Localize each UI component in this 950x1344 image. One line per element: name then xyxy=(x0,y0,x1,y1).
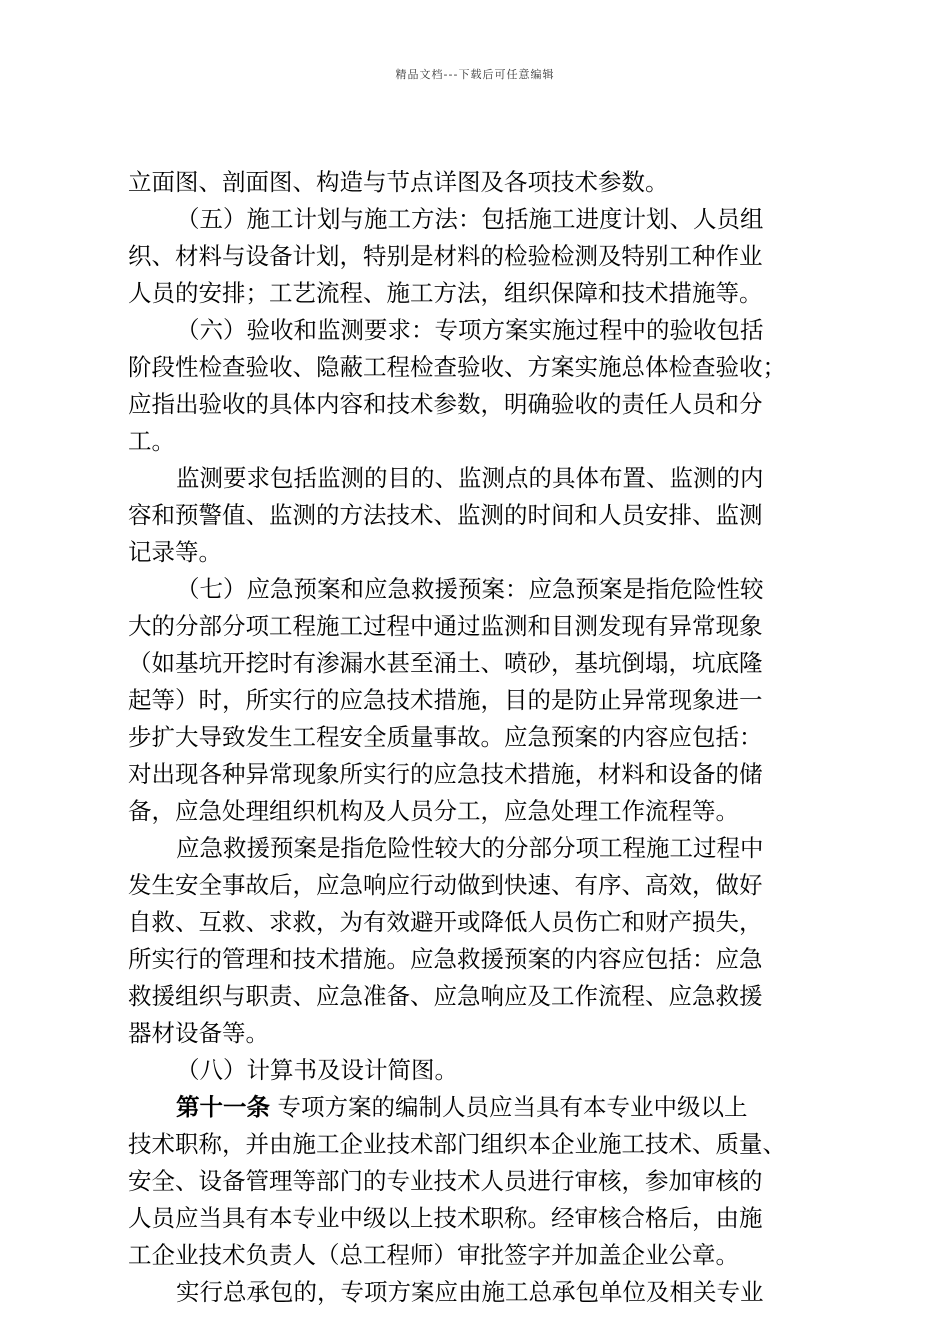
line-text: 织、材料与设备计划，特别是材料的检验检测及特别工种作业 xyxy=(128,242,763,270)
line-text: 监测要求包括监测的目的、监测点的具体布置、监测的内 xyxy=(176,464,764,492)
text-line xyxy=(128,238,828,275)
text-line xyxy=(128,423,828,460)
text-line xyxy=(128,460,828,497)
text-line xyxy=(128,904,828,941)
line-text: 人员应当具有本专业中级以上技术职称。经审核合格后，由施 xyxy=(128,1204,763,1232)
line-text: 发生安全事故后，应急响应行动做到快速、有序、高效，做好 xyxy=(128,871,763,899)
line-text: 阶段性检查验收、隐蔽工程检查验收、方案实施总体检查验收； xyxy=(128,353,786,381)
line-text: 实行总承包的，专项方案应由施工总承包单位及相关专业 xyxy=(176,1278,764,1306)
article-heading: 第十一条 xyxy=(176,1093,270,1121)
line-text: 应急救援预案是指危险性较大的分部分项工程施工过程中 xyxy=(176,834,764,862)
line-text: （七）应急预案和应急救援预案：应急预案是指危险性较 xyxy=(176,575,764,603)
line-text: （如基坑开挖时有渗漏水甚至涌土、喷砂，基坑倒塌，坑底隆 xyxy=(128,649,763,677)
document-body xyxy=(128,164,828,1311)
text-line xyxy=(128,275,828,312)
text-line xyxy=(128,534,828,571)
line-text: （八）计算书及设计简图。 xyxy=(176,1056,458,1084)
line-text: 记录等。 xyxy=(128,538,222,566)
line-text: 所实行的管理和技术措施。应急救援预案的内容应包括：应急 xyxy=(128,945,763,973)
line-text: 安全、设备管理等部门的专业技术人员进行审核，参加审核的 xyxy=(128,1167,763,1195)
line-text: 工企业技术负责人（总工程师）审批签字并加盖企业公章。 xyxy=(128,1241,739,1269)
text-line xyxy=(128,978,828,1015)
line-text: 人员的安排；工艺流程、施工方法，组织保障和技术措施等。 xyxy=(128,279,763,307)
line-text: 立面图、剖面图、构造与节点详图及各项技术参数。 xyxy=(128,168,669,196)
line-text: 专项方案的编制人员应当具有本专业中级以上 xyxy=(270,1093,748,1121)
text-line xyxy=(128,608,828,645)
line-text: 技术职称，并由施工企业技术部门组织本企业施工技术、质量、 xyxy=(128,1130,786,1158)
text-line xyxy=(128,719,828,756)
text-line xyxy=(128,645,828,682)
text-line xyxy=(128,1126,828,1163)
line-text: 自救、互救、求救，为有效避开或降低人员伤亡和财产损失， xyxy=(128,908,763,936)
text-line xyxy=(128,1052,828,1089)
text-line xyxy=(128,497,828,534)
text-line xyxy=(128,386,828,423)
page-header: 精品文档---下载后可任意编辑 xyxy=(395,68,555,81)
line-text: 应指出验收的具体内容和技术参数，明确验收的责任人员和分 xyxy=(128,390,763,418)
line-text: （五）施工计划与施工方法：包括施工进度计划、人员组 xyxy=(176,205,764,233)
text-line xyxy=(128,201,828,238)
line-text: （六）验收和监测要求：专项方案实施过程中的验收包括 xyxy=(176,316,764,344)
line-text: 对出现各种异常现象所实行的应急技术措施，材料和设备的储 xyxy=(128,760,763,788)
text-line xyxy=(128,682,828,719)
text-line xyxy=(128,1237,828,1274)
text-line xyxy=(128,793,828,830)
text-line xyxy=(128,164,828,201)
text-line xyxy=(128,756,828,793)
line-text: 容和预警值、监测的方法技术、监测的时间和人员安排、监测 xyxy=(128,501,763,529)
text-line xyxy=(128,1200,828,1237)
line-text: 工。 xyxy=(128,427,175,455)
text-line xyxy=(128,867,828,904)
text-line xyxy=(128,312,828,349)
text-line xyxy=(128,941,828,978)
text-line xyxy=(128,1163,828,1200)
text-line xyxy=(128,349,828,386)
text-line xyxy=(128,1015,828,1052)
text-line xyxy=(128,1089,828,1126)
line-text: 备，应急处理组织机构及人员分工，应急处理工作流程等。 xyxy=(128,797,739,825)
line-text: 器材设备等。 xyxy=(128,1019,269,1047)
line-text: 步扩大导致发生工程安全质量事故。应急预案的内容应包括： xyxy=(128,723,763,751)
line-text: 起等）时，所实行的应急技术措施，目的是防止异常现象进一 xyxy=(128,686,763,714)
line-text: 大的分部分项工程施工过程中通过监测和目测发现有异常现象 xyxy=(128,612,763,640)
text-line xyxy=(128,571,828,608)
text-line xyxy=(128,1274,828,1311)
text-line xyxy=(128,830,828,867)
line-text: 救援组织与职责、应急准备、应急响应及工作流程、应急救援 xyxy=(128,982,763,1010)
